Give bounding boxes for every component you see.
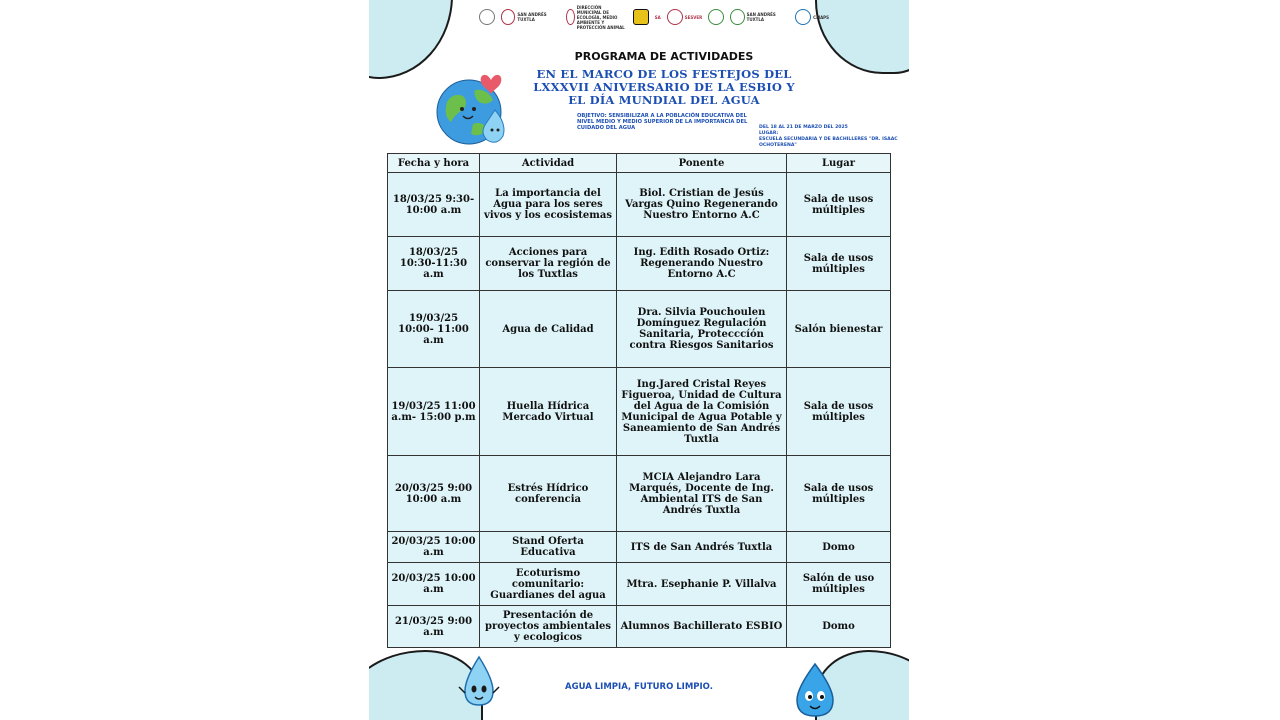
cell-ponente: Dra. Silvia Pouchoulen Domínguez Regulación Sanitaria, Protecccíón contra Riesgos Sanitarios <box>617 291 787 368</box>
cell-actividad: La importancia del Agua para los seres vivos y los ecosistemas <box>480 173 617 237</box>
column-header-fecha: Fecha y hora <box>388 154 480 173</box>
sesver-logo: SESVER <box>667 8 702 26</box>
cell-fecha: 20/03/25 9:00 10:00 a.m <box>388 456 480 532</box>
table-row <box>388 237 891 291</box>
cell-actividad: Presentación de proyectos ambientales y ecologicos <box>480 606 617 648</box>
regenerando-logo <box>708 8 724 26</box>
program-title: PROGRAMA DE ACTIVIDADES <box>574 50 754 63</box>
sa-logo: SA <box>654 14 661 20</box>
program-dates: DEL 18 AL 21 DE MARZO DEL 2025 <box>759 125 848 130</box>
table-row <box>388 532 891 563</box>
cell-lugar: Salón bienestar <box>787 291 891 368</box>
cell-ponente: MCIA Alejandro Lara Marqués, Docente de Ing. Ambiental ITS de San Andrés Tuxtla <box>617 456 787 532</box>
cell-lugar: Salón de uso múltiples <box>787 563 891 606</box>
cell-lugar: Sala de usos múltiples <box>787 173 891 237</box>
cell-ponente: Biol. Cristian de Jesús Vargas Quino Regenerando Nuestro Entorno A.C <box>617 173 787 237</box>
cell-fecha: 18/03/25 9:30-10:00 a.m <box>388 173 480 237</box>
table-header-row <box>388 154 891 173</box>
cell-lugar: Sala de usos múltiples <box>787 368 891 456</box>
program-subtitle: EN EL MARCO DE LOS FESTEJOS DEL LXXXVII ANIVERSARIO DE LA ESBIO Y EL DÍA MUNDIAL DEL AGUA <box>533 67 795 107</box>
program-dates-place <box>759 125 899 149</box>
earth-globe-icon <box>429 62 521 154</box>
cell-ponente: Mtra. Esephanie P. Villalva <box>617 563 787 606</box>
table-row <box>388 291 891 368</box>
cell-actividad: Estrés Hídrico conferencia <box>480 456 617 532</box>
san-andres-tuxtla-green-logo: SAN ANDRÉS TUXTLA <box>730 8 789 26</box>
schedule-table <box>387 153 891 648</box>
cell-lugar: Domo <box>787 606 891 648</box>
cell-actividad: Acciones para conservar la región de los Tuxtlas <box>480 237 617 291</box>
table-row <box>388 173 891 237</box>
water-drop-icon <box>457 655 501 710</box>
cmaps-logo: CMAPS <box>795 8 829 26</box>
program-place-label: LUGAR: <box>759 131 779 136</box>
cell-fecha: 20/03/25 10:00 a.m <box>388 532 480 563</box>
cell-actividad: Huella Hídrica Mercado Virtual <box>480 368 617 456</box>
cell-actividad: Ecoturismo comunitario: Guardianes del agua <box>480 563 617 606</box>
ecologia-logo: DIRECCIÓN MUNICIPAL DE ECOLOGÍA, MEDIO AMBIENTE Y PROTECCIÓN ANIMAL <box>566 8 627 26</box>
san-andres-tuxtla-logo: SAN ANDRÉS TUXTLA <box>501 8 560 26</box>
sponsor-logos <box>479 6 829 28</box>
cell-ponente: Alumnos Bachillerato ESBIO <box>617 606 787 648</box>
column-header-lugar: Lugar <box>787 154 891 173</box>
table-row <box>388 368 891 456</box>
school-crest-logo <box>633 8 649 26</box>
footer-slogan: AGUA LIMPIA, FUTURO LIMPIO. <box>565 682 713 692</box>
cell-fecha: 20/03/25 10:00 a.m <box>388 563 480 606</box>
program-place: ESCUELA SECUNDARIA Y DE BACHILLERES "DR. ISAAC OCHOTERENA" <box>759 137 898 148</box>
cell-ponente: ITS de San Andrés Tuxtla <box>617 532 787 563</box>
cell-lugar: Sala de usos múltiples <box>787 456 891 532</box>
cell-fecha: 21/03/25 9:00 a.m <box>388 606 480 648</box>
program-objective: OBJETIVO: SENSIBILIZAR A LA POBLACIÓN EDUCATIVA DEL NIVEL MEDIO Y MEDIO SUPERIOR DE LA IMPORTANCIA DEL CUIDADO DEL AGUA <box>577 113 748 132</box>
column-header-actividad: Actividad <box>480 154 617 173</box>
cell-lugar: Domo <box>787 532 891 563</box>
cell-fecha: 19/03/25 10:00- 11:00 a.m <box>388 291 480 368</box>
decorative-blob-top-right <box>815 0 909 74</box>
table-row <box>388 456 891 532</box>
cell-actividad: Stand Oferta Educativa <box>480 532 617 563</box>
cell-fecha: 19/03/25 11:00 a.m- 15:00 p.m <box>388 368 480 456</box>
table-row <box>388 606 891 648</box>
cell-ponente: Ing.Jared Cristal Reyes Figueroa, Unidad de Cultura del Agua de la Comisión Municipal de Agua Potable y Saneamiento de San Andrés Tuxtla <box>617 368 787 456</box>
cell-ponente: Ing. Edith Rosado Ortiz: Regenerando Nuestro Entorno A.C <box>617 237 787 291</box>
cell-lugar: Sala de usos múltiples <box>787 237 891 291</box>
cell-fecha: 18/03/25 10:30-11:30 a.m <box>388 237 480 291</box>
municipal-crest-logo <box>479 8 495 26</box>
water-drop-icon <box>789 662 841 720</box>
flyer-page <box>369 0 909 720</box>
column-header-ponente: Ponente <box>617 154 787 173</box>
cell-actividad: Agua de Calidad <box>480 291 617 368</box>
table-row <box>388 563 891 606</box>
